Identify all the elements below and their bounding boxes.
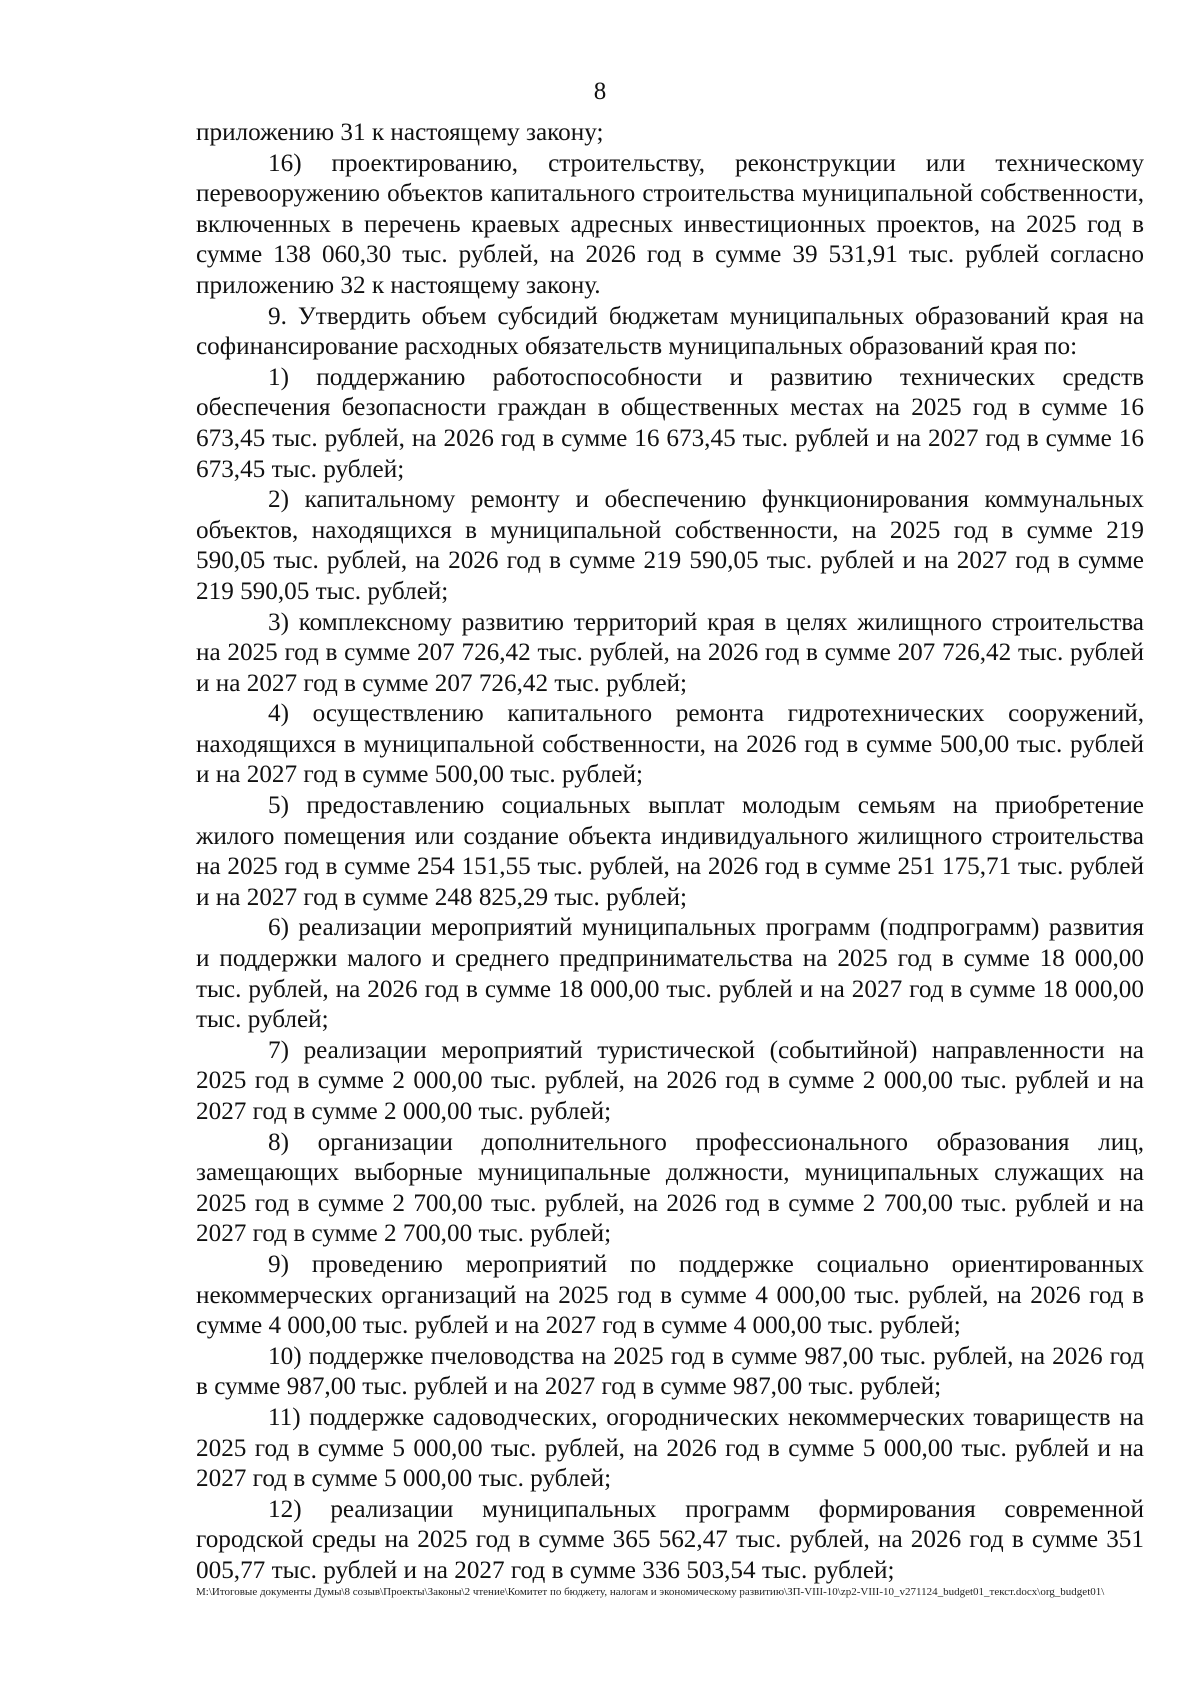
paragraph-item-7: 7) реализации мероприятий туристической (событийной) направленности на 2025 год в сумме 2 000,00 тыс. рублей, на 2026 год в сумме 2 000,00 тыс. рублей и на 2027 год в сумме 2 000,00 тыс. рублей; (196, 1036, 1144, 1125)
paragraph-item-3: 3) комплексному развитию территорий края в целях жилищного строительства на 2025 год в сумме 207 726,42 тыс. рублей, на 2026 год в сумме 207 726,42 тыс. рублей и на 2027 год в сумме 207 726,42 тыс. рублей; (196, 608, 1144, 697)
paragraph-item-11: 11) поддержке садоводческих, огороднических некоммерческих товариществ на 2025 год в сумме 5 000,00 тыс. рублей, на 2026 год в сумме 5 000,00 тыс. рублей и на 2027 год в сумме 5 000,00 тыс. рублей; (196, 1403, 1144, 1493)
paragraph-item-4: 4) осуществлению капитального ремонта гидротехнических сооружений, находящихся в муниципальной собственности, на 2026 год в сумме 500,00 тыс. рублей и на 2027 год в сумме 500,00 тыс. рублей; (196, 700, 1144, 789)
paragraph-item-12: 12) реализации муниципальных программ формирования современной городской среды на 2025 год в сумме 365 562,47 тыс. рублей, на 2026 год в сумме 351 005,77 тыс. рублей и на 2027 год в сумме 336 503,54 тыс. рублей; (196, 1495, 1144, 1584)
paragraph-section-9: 9. Утвердить объем субсидий бюджетам муниципальных образований края на софинансирование расходных обязательств муниципальных образований края по: (196, 302, 1144, 361)
footer-file-path: M:\Итоговые документы Думы\8 созыв\Проекты\Законы\2 чтение\Комитет по бюджету, налогам и экономическому развитию\ЗП-VIII-10\zp2-VIII-10_v271124_budget01_текст.docx\org_budget01\ (196, 1586, 1105, 1598)
document-body (196, 118, 1144, 1587)
paragraph-item-10: 10) поддержке пчеловодства на 2025 год в сумме 987,00 тыс. рублей, на 2026 год в сумме 987,00 тыс. рублей и на 2027 год в сумме 987,00 тыс. рублей; (196, 1342, 1144, 1401)
paragraph-item-6: 6) реализации мероприятий муниципальных программ (подпрограмм) развития и поддержки малого и среднего предпринимательства на 2025 год в сумме 18 000,00 тыс. рублей, на 2026 год в сумме 18 000,00 тыс. рублей и на 2027 год в сумме 18 000,00 тыс. рублей; (196, 914, 1144, 1034)
paragraph-item-5: 5) предоставлению социальных выплат молодым семьям на приобретение жилого помещения или создание объекта индивидуального жилищного строительства на 2025 год в сумме 254 151,55 тыс. рублей, на 2026 год в сумме 251 175,71 тыс. рублей и на 2027 год в сумме 248 825,29 тыс. рублей; (196, 792, 1144, 911)
paragraph-item-2: 2) капитальному ремонту и обеспечению функционирования коммунальных объектов, находящихся в муниципальной собственности, на 2025 год в сумме 219 590,05 тыс. рублей, на 2026 год в сумме 219 590,05 тыс. рублей и на 2027 год в сумме 219 590,05 тыс. рублей; (196, 486, 1144, 605)
page-number: 8 (593, 78, 607, 105)
paragraph-item-9: 9) проведению мероприятий по поддержке социально ориентированных некоммерческих организаций на 2025 год в сумме 4 000,00 тыс. рублей, на 2026 год в сумме 4 000,00 тыс. рублей и на 2027 год в сумме 4 000,00 тыс. рублей; (196, 1250, 1144, 1340)
paragraph-continuation: приложению 31 к настоящему закону; (196, 119, 604, 146)
paragraph-item-16: 16) проектированию, строительству, реконструкции или техническому перевооружению объектов капитального строительства муниципальной собственности, включенных в перечень краевых адресных инвестиционных проектов, на 2025 год в сумме 138 060,30 тыс. рублей, на 2026 год в сумме 39 531,91 тыс. рублей согласно приложению 32 к настоящему закону. (196, 149, 1144, 299)
paragraph-item-1: 1) поддержанию работоспособности и развитию технических средств обеспечения безопасности граждан в общественных местах на 2025 год в сумме 16 673,45 тыс. рублей, на 2026 год в сумме 16 673,45 тыс. рублей и на 2027 год в сумме 16 673,45 тыс. рублей; (196, 363, 1144, 483)
paragraph-item-8: 8) организации дополнительного профессионального образования лиц, замещающих выборные муниципальные должности, муниципальных служащих на 2025 год в сумме 2 700,00 тыс. рублей, на 2026 год в сумме 2 700,00 тыс. рублей и на 2027 год в сумме 2 700,00 тыс. рублей; (196, 1128, 1144, 1248)
